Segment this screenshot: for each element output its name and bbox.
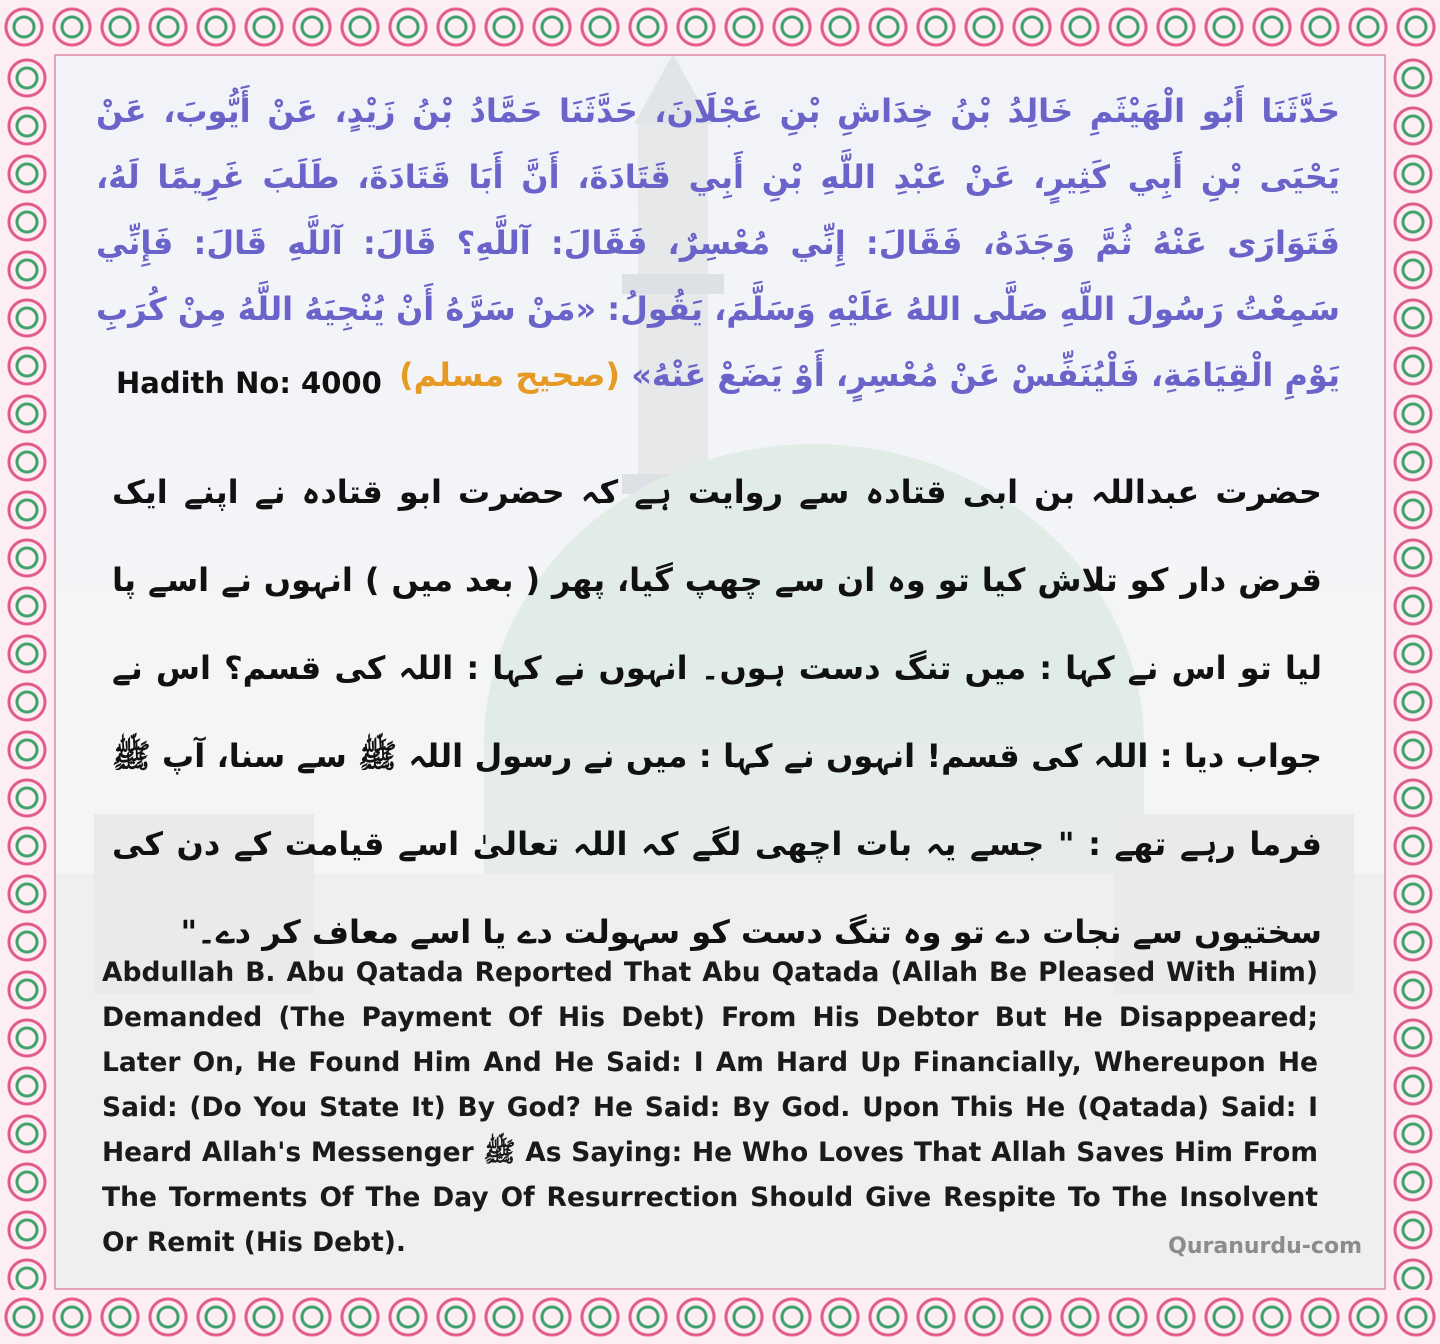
decorative-border-top bbox=[0, 0, 1440, 54]
hadith-number: Hadith No: 4000 bbox=[116, 366, 382, 400]
decorative-border-left bbox=[0, 54, 54, 1290]
urdu-translation: حضرت عبداللہ بن ابی قتادہ سے روایت ہے کہ حضرت ابو قتادہ نے اپنے ایک قرض دار کو تلاش کیا تو وہ ان سے چھپ گیا، پھر ( بعد میں ) انہوں نے اسے پا لیا تو اس نے کہا : میں تنگ دست ہوں۔ انہوں نے کہا : اللہ کی قسم؟ اس نے جواب دیا : اللہ کی قسم! انہوں نے کہا : میں نے رسول اللہ ﷺ سے سنا، آپ ﷺ فرما رہے تھے : " جسے یہ بات اچھی لگے کہ اللہ تعالیٰ اسے قیامت کے دن کی سختیوں سے نجات دے تو وہ تنگ دست کو سہولت دے یا اسے معاف کر دے۔" bbox=[112, 473, 1322, 951]
arabic-source-reference: (صحیح مسلم) bbox=[399, 356, 621, 394]
site-watermark: Quranurdu-com bbox=[1168, 1234, 1362, 1259]
arabic-body: حَدَّثَنَا أَبُو الْهَيْثَمِ خَالِدُ بْنُ خِدَاشِ بْنِ عَجْلَانَ، حَدَّثَنَا حَمَّادُ بْنُ زَيْدٍ، عَنْ أَيُّوبَ، عَنْ يَحْيَى بْنِ أَبِي كَثِيرٍ، عَنْ عَبْدِ اللَّهِ بْنِ أَبِي قَتَادَةَ، أَنَّ أَبَا قَتَادَةَ، طَلَبَ غَرِيمًا لَهُ، فَتَوَارَى عَنْهُ ثُمَّ وَجَدَهُ، فَقَالَ: إِنِّي مُعْسِرٌ، فَقَالَ: آللَّهِ؟ قَالَ: آللَّهِ قَالَ: فَإِنِّي سَمِعْتُ رَسُولَ اللَّهِ صَلَّى اللهُ عَلَيْهِ وَسَلَّمَ، يَقُولُ: «مَنْ سَرَّهُ أَنْ يُنْجِيَهُ اللَّهُ مِنْ كُرَبِ يَوْمِ الْقِيَامَةِ، فَلْيُنَفِّسْ عَنْ مُعْسِرٍ، أَوْ يَضَعْ عَنْهُ» bbox=[96, 92, 1340, 394]
decorative-border-bottom bbox=[0, 1290, 1440, 1344]
decorative-border-right bbox=[1386, 54, 1440, 1290]
english-translation: Abdullah B. Abu Qatada Reported That Abu Qatada (Allah Be Pleased With Him) Demanded (The Payment Of His Debt) From His Debtor But He Disappeared; Later On, He Found Him And He Said: I Am Hard Up Financially, Whereupon He Said: (Do You State It) By God? He Said: By God. Upon This He (Qatada) Said: I Heard Allah's Messenger ﷺ As Saying: He Who Loves That Allah Saves Him From The Torments Of The Day Of Resurrection Should Give Respite To The Insolvent Or Remit (His Debt). bbox=[102, 957, 1318, 1258]
